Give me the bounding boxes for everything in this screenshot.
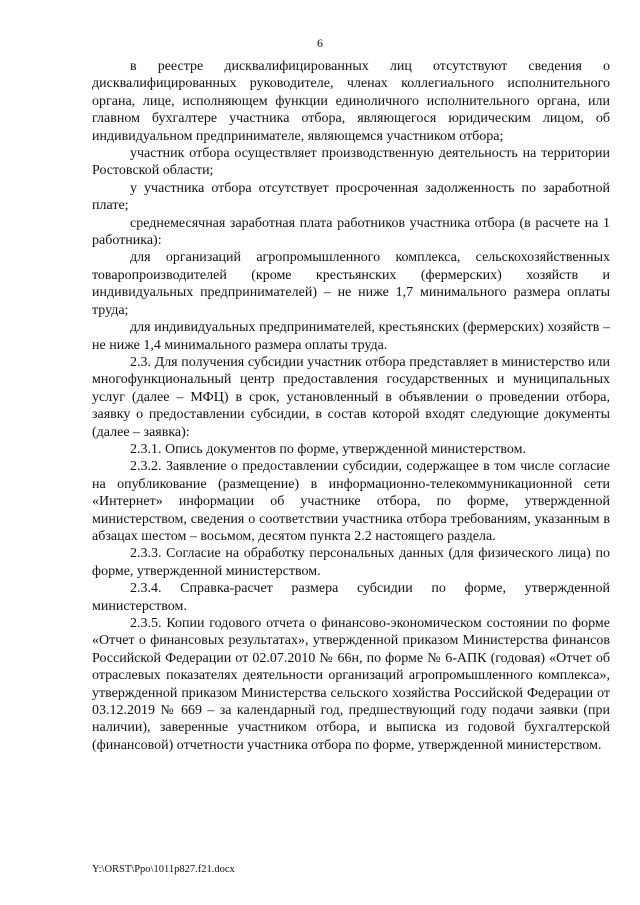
paragraph-rostov-activity: участник отбора осуществляет производственную деятельность на территории Ростовской области; bbox=[92, 146, 610, 179]
paragraph-agro-organizations: для организаций агропромышленного комплекса, сельскохозяйственных товаропроизводителей (кроме крестьянских (фермерских) хозяйств и индивидуальных предпринимателей) – не ниже 1,7 минимального размера оплаты труда; bbox=[92, 250, 610, 318]
page-number: 6 bbox=[317, 36, 323, 50]
paragraph-2-3-4: 2.3.4. Справка-расчет размера субсидии по форме, утвержденной министерством. bbox=[92, 581, 610, 614]
paragraph-disqualified-registry: в реестре дисквалифицированных лиц отсутствуют сведения о дисквалифицированных руководителе, членах коллегиального исполнительного органа, лице, исполняющем функции единоличного исполнительного органа, или главном бухгалтере участника отбора, являющегося юридическим лицом, об индивидуальном предпринимателе, являющемся участником отбора; bbox=[92, 59, 610, 144]
paragraph-2-3-5: 2.3.5. Копии годового отчета о финансово-экономическом состоянии по форме «Отчет о финансовых результатах», утвержденной приказом Министерства финансов Российской Федерации от 02.07.2010 № 66н, по форме № 6-АПК (годовая) «Отчет об отраслевых показателях деятельности организаций агропромышленного комплекса», утвержденной приказом Министерства сельского хозяйства Российской Федерации от 03.12.2019 № 669 – за календарный год, предшествующий году подачи заявки (при наличии), заверенные участником отбора, и выписка из годовой бухгалтерской (финансовой) отчетности участника отбора по форме, утвержденной министерством. bbox=[92, 616, 610, 753]
paragraph-2-3-3: 2.3.3. Согласие на обработку персональных данных (для физического лица) по форме, утвержденной министерством. bbox=[92, 546, 610, 579]
paragraph-individual-entrepreneurs: для индивидуальных предпринимателей, крестьянских (фермерских) хозяйств – не ниже 1,4 минимального размера оплаты труда. bbox=[92, 320, 610, 353]
paragraph-average-wage: среднемесячная заработная плата работников участника отбора (в расчете на 1 работника): bbox=[92, 215, 610, 249]
document-body bbox=[92, 58, 610, 754]
footer-file-path: Y:\ORST\Ppo\1011p827.f21.docx bbox=[92, 864, 235, 875]
paragraph-no-wage-arrears: у участника отбора отсутствует просроченная задолженность по заработной плате; bbox=[92, 180, 610, 214]
paragraph-2-3: 2.3. Для получения субсидии участник отбора представляет в министерство или многофункциональный центр предоставления государственных и муниципальных услуг (далее – МФЦ) в срок, установленный в объявлении о проведении отбора, заявку о предоставлении субсидии, в состав которой входят следующие документы (далее – заявка): bbox=[92, 354, 610, 440]
paragraph-2-3-2: 2.3.2. Заявление о предоставлении субсидии, содержащее в том числе согласие на опубликование (размещение) в информационно-телекоммуникационной сети «Интернет» информации об участнике отбора, по форме, утвержденной министерством, сведения о соответствии участника отбора требованиям, указанным в абзацах шестом – восьмом, десятом пункта 2.2 настоящего раздела. bbox=[92, 459, 610, 544]
paragraph-2-3-1: 2.3.1. Опись документов по форме, утвержденной министерством. bbox=[130, 441, 526, 457]
